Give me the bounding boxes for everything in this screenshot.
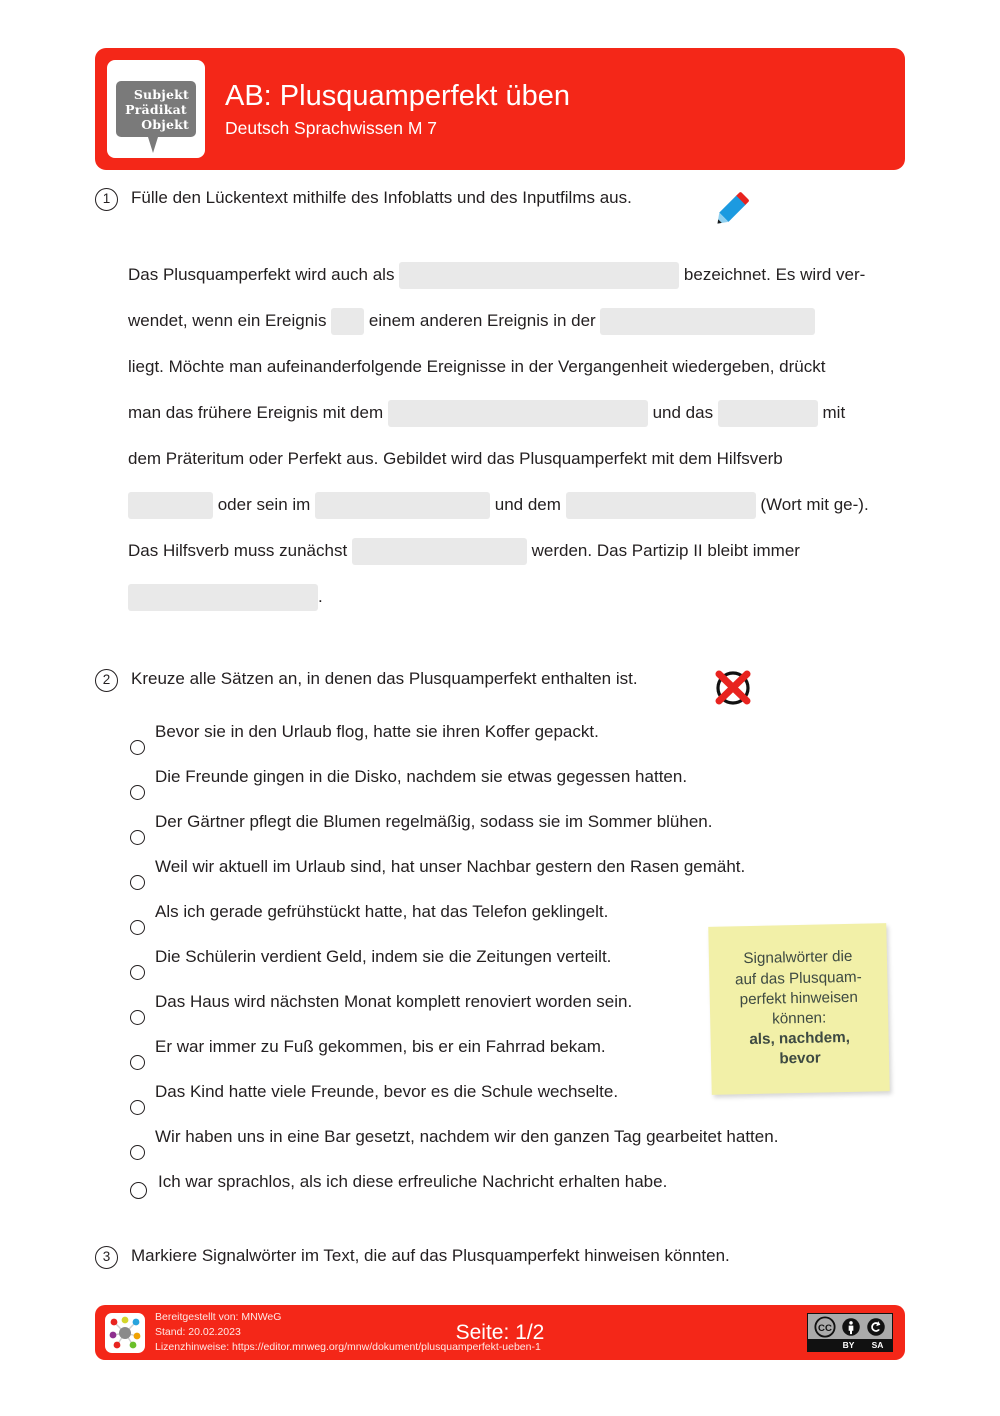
logo-line-objekt: Objekt bbox=[141, 117, 189, 133]
cc-logo-icon bbox=[814, 1316, 836, 1338]
list-item-label: Die Schülerin verdient Geld, indem sie die Zeitungen verteilt. bbox=[155, 947, 612, 966]
mnweg-subject-logo bbox=[107, 60, 205, 158]
cloze-gap[interactable] bbox=[388, 400, 648, 427]
cloze-gap[interactable] bbox=[566, 492, 756, 519]
cloze-text bbox=[128, 252, 908, 620]
cloze-segment: wendet, wenn ein Ereignis bbox=[128, 311, 332, 330]
task-2 bbox=[95, 668, 905, 692]
cloze-gap[interactable] bbox=[399, 262, 679, 289]
cloze-segment: dem Präteritum oder Perfekt aus. Gebildet wird das Plusquamperfekt mit dem Hilfsverb bbox=[128, 449, 783, 468]
cloze-segment: (Wort mit ge-). bbox=[755, 495, 869, 514]
list-item[interactable] bbox=[130, 1172, 860, 1217]
task-1-label: Fülle den Lückentext mithilfe des Infoblatts und des Inputfilms aus. bbox=[131, 188, 632, 207]
cloze-line bbox=[128, 574, 908, 620]
cloze-segment: . bbox=[318, 587, 323, 606]
cloze-segment: Das Hilfsverb muss zunächst bbox=[128, 541, 352, 560]
checkbox-circle[interactable] bbox=[130, 830, 145, 845]
cc-license-badge bbox=[807, 1313, 893, 1352]
list-item[interactable] bbox=[130, 857, 860, 902]
logo-line-praedikat: Prädikat bbox=[125, 101, 187, 117]
list-item[interactable] bbox=[130, 812, 860, 857]
cloze-segment: mit bbox=[817, 403, 846, 422]
cloze-line bbox=[128, 252, 908, 298]
list-item[interactable] bbox=[130, 767, 860, 812]
sticky-note-line: können: bbox=[771, 1009, 827, 1028]
cloze-gap[interactable] bbox=[128, 492, 213, 519]
speech-bubble-icon bbox=[116, 81, 196, 138]
worksheet-footer bbox=[95, 1305, 905, 1360]
cloze-line bbox=[128, 482, 908, 528]
cloze-segment: werden. Das Partizip II bleibt immer bbox=[526, 541, 800, 560]
list-item-label: Das Kind hatte viele Freunde, bevor es die Schule wechselte. bbox=[155, 1082, 619, 1101]
cc-label-by: BY bbox=[842, 1340, 855, 1350]
checkbox-circle[interactable] bbox=[130, 1182, 147, 1199]
task-2-number: 2 bbox=[95, 669, 118, 692]
cloze-line bbox=[128, 390, 908, 436]
cloze-line bbox=[128, 436, 908, 482]
checkbox-circle[interactable] bbox=[130, 1100, 145, 1115]
cloze-gap[interactable] bbox=[718, 400, 818, 427]
mnweg-network-logo-icon bbox=[105, 1313, 145, 1353]
page-subtitle: Deutsch Sprachwissen M 7 bbox=[225, 117, 438, 138]
list-item-label: Er war immer zu Fuß gekommen, bis er ein Fahrrad bekam. bbox=[155, 1037, 606, 1056]
checkbox-circle[interactable] bbox=[130, 875, 145, 890]
cross-circle-icon bbox=[707, 661, 759, 713]
task-1-number: 1 bbox=[95, 188, 118, 211]
checkbox-circle[interactable] bbox=[130, 920, 145, 935]
list-item[interactable] bbox=[130, 1127, 860, 1172]
cloze-segment: bezeichnet. Es wird ver- bbox=[679, 265, 866, 284]
footer-license: Lizenzhinweise: https://editor.mnweg.org/mnw/dokument/plusquamperfekt-ueben-1 bbox=[155, 1340, 541, 1353]
task-3-label: Markiere Signalwörter im Text, die auf das Plusquamperfekt hinweisen könnten. bbox=[131, 1246, 730, 1265]
list-item[interactable] bbox=[130, 722, 860, 767]
sticky-note-signal-words bbox=[708, 923, 889, 1095]
logo-line-subjekt: Subjekt bbox=[133, 86, 189, 102]
cloze-segment: einem anderen Ereignis in der bbox=[364, 311, 601, 330]
cloze-line bbox=[128, 344, 908, 390]
list-item-label: Weil wir aktuell im Urlaub sind, hat unser Nachbar gestern den Rasen gemäht. bbox=[155, 857, 746, 876]
cloze-segment: und dem bbox=[490, 495, 566, 514]
cloze-segment: und das bbox=[647, 403, 718, 422]
cloze-segment: liegt. Möchte man aufeinanderfolgende Ereignisse in der Vergangenheit wiedergeben, drückt bbox=[128, 357, 826, 376]
cc-label-sa: SA bbox=[871, 1340, 884, 1350]
cloze-line bbox=[128, 298, 908, 344]
cloze-gap[interactable] bbox=[128, 584, 318, 611]
sticky-note-signal-word-line: als, nachdem, bbox=[749, 1029, 851, 1049]
task-3-number: 3 bbox=[95, 1246, 118, 1269]
list-item-label: Ich war sprachlos, als ich diese erfreuliche Nachricht erhalten habe. bbox=[158, 1172, 668, 1191]
checkbox-circle[interactable] bbox=[130, 740, 145, 755]
cloze-segment: Das Plusquamperfekt wird auch als bbox=[128, 265, 400, 284]
cloze-gap[interactable] bbox=[331, 308, 364, 335]
checkbox-circle[interactable] bbox=[130, 1055, 145, 1070]
footer-date: Stand: 20.02.2023 bbox=[155, 1326, 241, 1339]
cc-by-person-icon bbox=[841, 1317, 861, 1337]
checkbox-circle[interactable] bbox=[130, 1010, 145, 1025]
sticky-note-line: auf das Plusquam- bbox=[734, 968, 862, 988]
sticky-note-line: Signalwörter die bbox=[743, 948, 853, 968]
page-title: AB: Plusquamperfekt üben bbox=[225, 80, 570, 113]
cloze-segment: man das frühere Ereignis mit dem bbox=[128, 403, 388, 422]
cloze-gap[interactable] bbox=[600, 308, 815, 335]
cloze-segment: oder sein im bbox=[213, 495, 316, 514]
list-item-label: Das Haus wird nächsten Monat komplett renoviert worden sein. bbox=[155, 992, 633, 1011]
task-1 bbox=[95, 187, 905, 211]
cloze-gap[interactable] bbox=[352, 538, 527, 565]
footer-provider: Bereitgestellt von: MNWeG bbox=[155, 1311, 282, 1324]
list-item-label: Wir haben uns in eine Bar gesetzt, nachdem wir den ganzen Tag gearbeitet hatten. bbox=[155, 1127, 779, 1146]
cc-sa-sharealike-icon bbox=[866, 1317, 886, 1337]
list-item-label: Der Gärtner pflegt die Blumen regelmäßig, sodass sie im Sommer blühen. bbox=[155, 812, 713, 831]
svg-text:CC: CC bbox=[817, 1322, 832, 1334]
checkbox-circle[interactable] bbox=[130, 785, 145, 800]
cloze-gap[interactable] bbox=[315, 492, 490, 519]
speech-bubble-tail-icon bbox=[148, 137, 158, 153]
list-item-label: Die Freunde gingen in die Disko, nachdem sie etwas gegessen hatten. bbox=[155, 767, 688, 786]
sticky-note-line: perfekt hinweisen bbox=[739, 988, 859, 1009]
list-item-label: Bevor sie in den Urlaub flog, hatte sie ihren Koffer gepackt. bbox=[155, 722, 599, 741]
task-2-label: Kreuze alle Sätzen an, in denen das Plusquamperfekt enthalten ist. bbox=[131, 669, 638, 688]
worksheet-header bbox=[95, 48, 905, 170]
sticky-note-signal-word-line: bevor bbox=[779, 1049, 821, 1068]
checkbox-circle[interactable] bbox=[130, 1145, 145, 1160]
pencil-icon bbox=[707, 182, 757, 232]
task-3 bbox=[95, 1245, 905, 1269]
footer-page-number: Seite: 1/2 bbox=[455, 1320, 545, 1344]
list-item-label: Als ich gerade gefrühstückt hatte, hat das Telefon geklingelt. bbox=[155, 902, 609, 921]
sticky-note-text bbox=[734, 947, 863, 1071]
cloze-line bbox=[128, 528, 908, 574]
checkbox-circle[interactable] bbox=[130, 965, 145, 980]
